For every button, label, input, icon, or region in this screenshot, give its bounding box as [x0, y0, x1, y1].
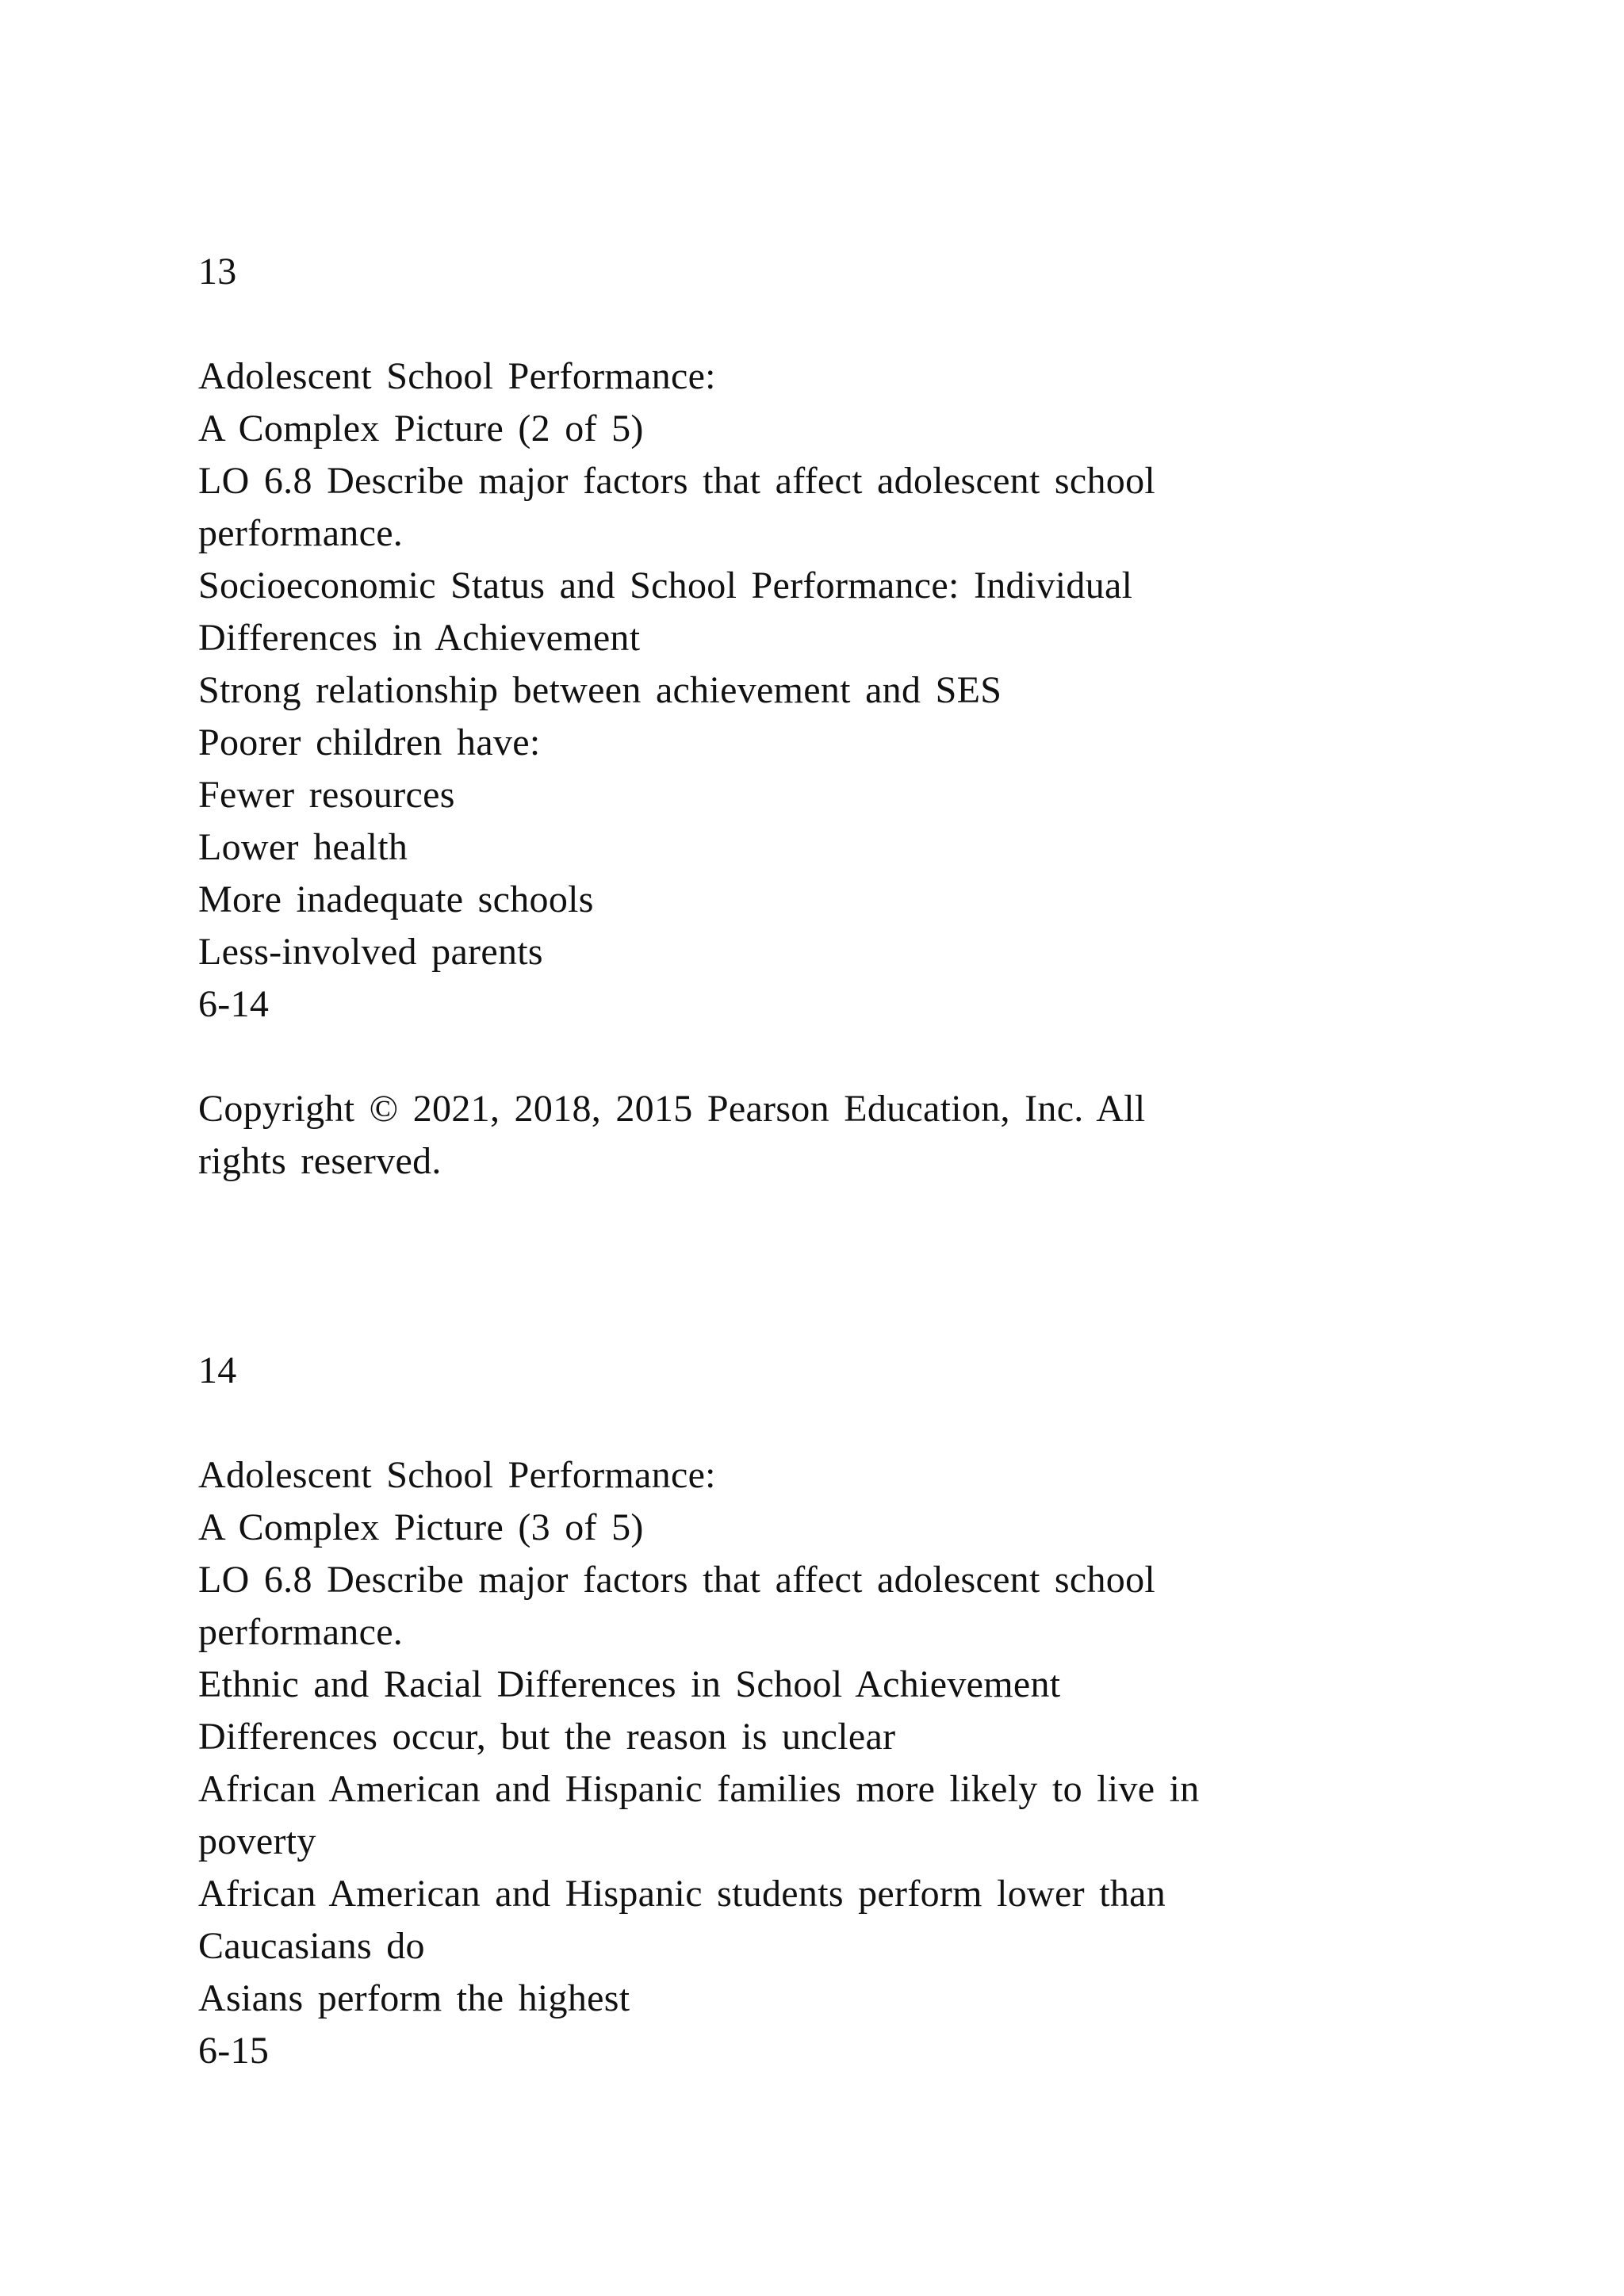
slide-number: 13: [198, 251, 237, 293]
list-item: Differences occur, but the reason is unclear: [198, 1716, 896, 1758]
section-heading: Differences in Achievement: [198, 617, 641, 659]
slide-title: Adolescent School Performance:: [198, 1454, 716, 1496]
list-item: Fewer resources: [198, 774, 455, 816]
section-heading: Ethnic and Racial Differences in School Achievement: [198, 1663, 1061, 1705]
list-item: Poorer children have:: [198, 721, 541, 763]
slide-id: 6-15: [198, 2030, 270, 2072]
section-heading: Socioeconomic Status and School Performance: Individual: [198, 564, 1133, 607]
slide-title: A Complex Picture (2 of 5): [198, 408, 644, 450]
list-item: Strong relationship between achievement and SES: [198, 669, 1002, 711]
copyright-notice: rights reserved.: [198, 1140, 442, 1182]
slide-id: 6-14: [198, 983, 270, 1025]
slide-title: Adolescent School Performance:: [198, 355, 716, 397]
list-item: Asians perform the highest: [198, 1977, 630, 2019]
list-item: Caucasians do: [198, 1925, 425, 1967]
list-item: Less-involved parents: [198, 931, 543, 973]
list-item: poverty: [198, 1820, 316, 1862]
list-item: African American and Hispanic students perform lower than: [198, 1873, 1166, 1915]
learning-objective: LO 6.8 Describe major factors that affect adolescent school: [198, 460, 1156, 502]
copyright-notice: Copyright © 2021, 2018, 2015 Pearson Education, Inc. All: [198, 1088, 1146, 1130]
list-item: African American and Hispanic families more likely to live in: [198, 1768, 1200, 1810]
document-page: [198, 246, 1435, 2077]
slide-number: 14: [198, 1349, 237, 1391]
learning-objective: performance.: [198, 512, 404, 554]
list-item: Lower health: [198, 826, 408, 868]
learning-objective: LO 6.8 Describe major factors that affect adolescent school: [198, 1559, 1156, 1601]
list-item: More inadequate schools: [198, 878, 594, 920]
learning-objective: performance.: [198, 1611, 404, 1653]
slide-title: A Complex Picture (3 of 5): [198, 1506, 644, 1548]
